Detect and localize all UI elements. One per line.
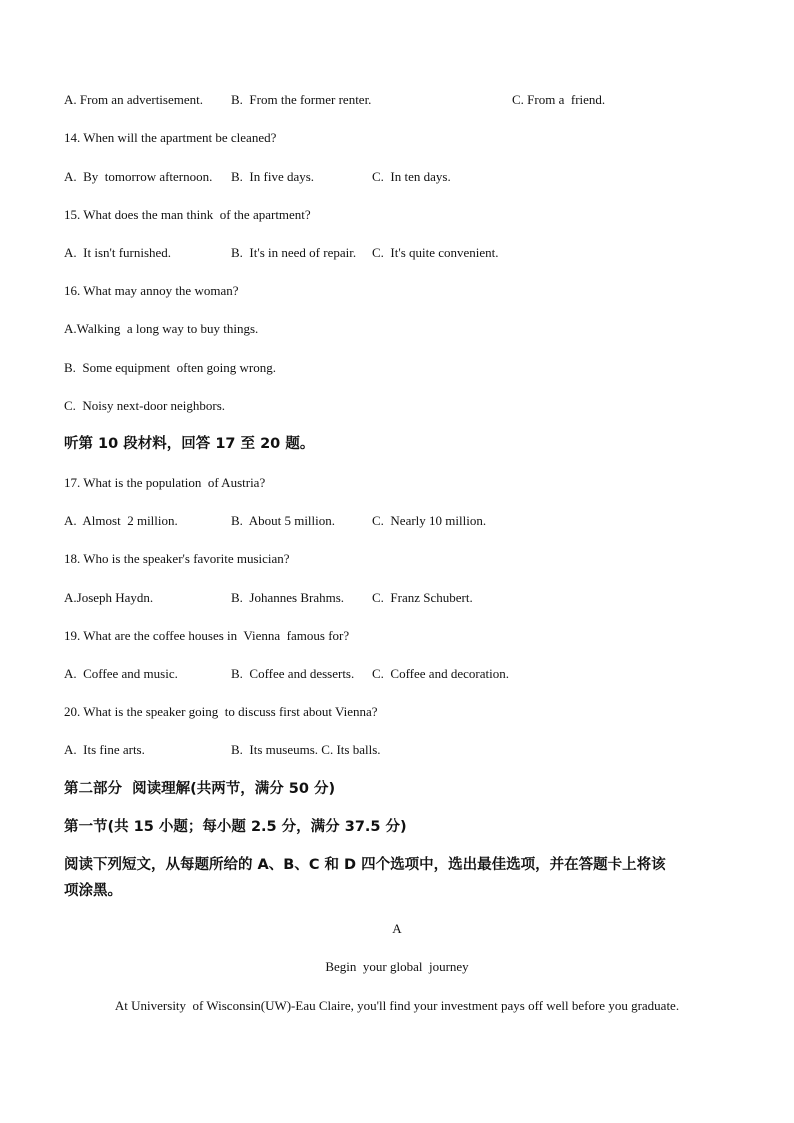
passage-letter: A xyxy=(392,921,402,936)
q16-option-a: A.Walking a long way to buy things. xyxy=(64,321,259,336)
instructions-line-2: 项涂黑。 xyxy=(64,883,122,899)
q13-option-c: C. From a friend. xyxy=(512,92,606,107)
instructions-line-1: 阅读下列短文，从每题所给的 A、B、C 和 D 四个选项中，选出最佳选项，并在答题卡上将该 xyxy=(64,857,666,873)
q16-option-c: C. Noisy next-door neighbors. xyxy=(64,398,226,413)
q14-option-a: A. By tomorrow afternoon. xyxy=(64,169,213,184)
q17-question: 17. What is the population of Austria? xyxy=(64,475,266,490)
q16-option-b: B. Some equipment often going wrong. xyxy=(64,360,276,375)
part-2-heading: 第二部分 阅读理解(共两节，满分 50 分) xyxy=(64,781,336,797)
q14-option-b: B. In five days. xyxy=(231,169,315,184)
q13-option-b: B. From the former renter. xyxy=(231,92,372,107)
q20-question: 20. What is the speaker going to discuss first about Vienna? xyxy=(64,704,378,719)
q19-option-b: B. Coffee and desserts. xyxy=(231,666,355,681)
q16-question: 16. What may annoy the woman? xyxy=(64,283,239,298)
q15-question: 15. What does the man think of the apartment? xyxy=(64,207,311,222)
q15-option-b: B. It's in need of repair. xyxy=(231,245,357,260)
part-2-section-1-heading: 第一节(共 15 小题；每小题 2.5 分，满分 37.5 分) xyxy=(64,819,407,835)
passage-title: Begin your global journey xyxy=(325,959,469,974)
q14-option-c: C. In ten days. xyxy=(372,169,451,184)
passage-paragraph: At University of Wisconsin(UW)-Eau Claire, you'll find your investment pays off well before you graduate. xyxy=(114,998,680,1013)
q19-question: 19. What are the coffee houses in Vienna famous for? xyxy=(64,628,350,643)
q20-option-b: B. Its museums. C. Its balls. xyxy=(231,742,381,757)
q13-option-a: A. From an advertisement. xyxy=(64,92,203,107)
q18-option-b: B. Johannes Brahms. xyxy=(231,590,345,605)
section-10-heading: 听第 10 段材料，回答 17 至 20 题。 xyxy=(64,436,315,452)
q20-option-a: A. Its fine arts. xyxy=(64,742,145,757)
q15-option-a: A. It isn't furnished. xyxy=(64,245,172,260)
q17-option-a: A. Almost 2 million. xyxy=(64,513,178,528)
q17-option-c: C. Nearly 10 million. xyxy=(372,513,487,528)
q19-option-c: C. Coffee and decoration. xyxy=(372,666,509,681)
q14-question: 14. When will the apartment be cleaned? xyxy=(64,130,277,145)
q18-question: 18. Who is the speaker's favorite musician? xyxy=(64,551,290,566)
q17-option-b: B. About 5 million. xyxy=(231,513,336,528)
q19-option-a: A. Coffee and music. xyxy=(64,666,178,681)
q18-option-a: A.Joseph Haydn. xyxy=(64,590,154,605)
q15-option-c: C. It's quite convenient. xyxy=(372,245,499,260)
q18-option-c: C. Franz Schubert. xyxy=(372,590,473,605)
